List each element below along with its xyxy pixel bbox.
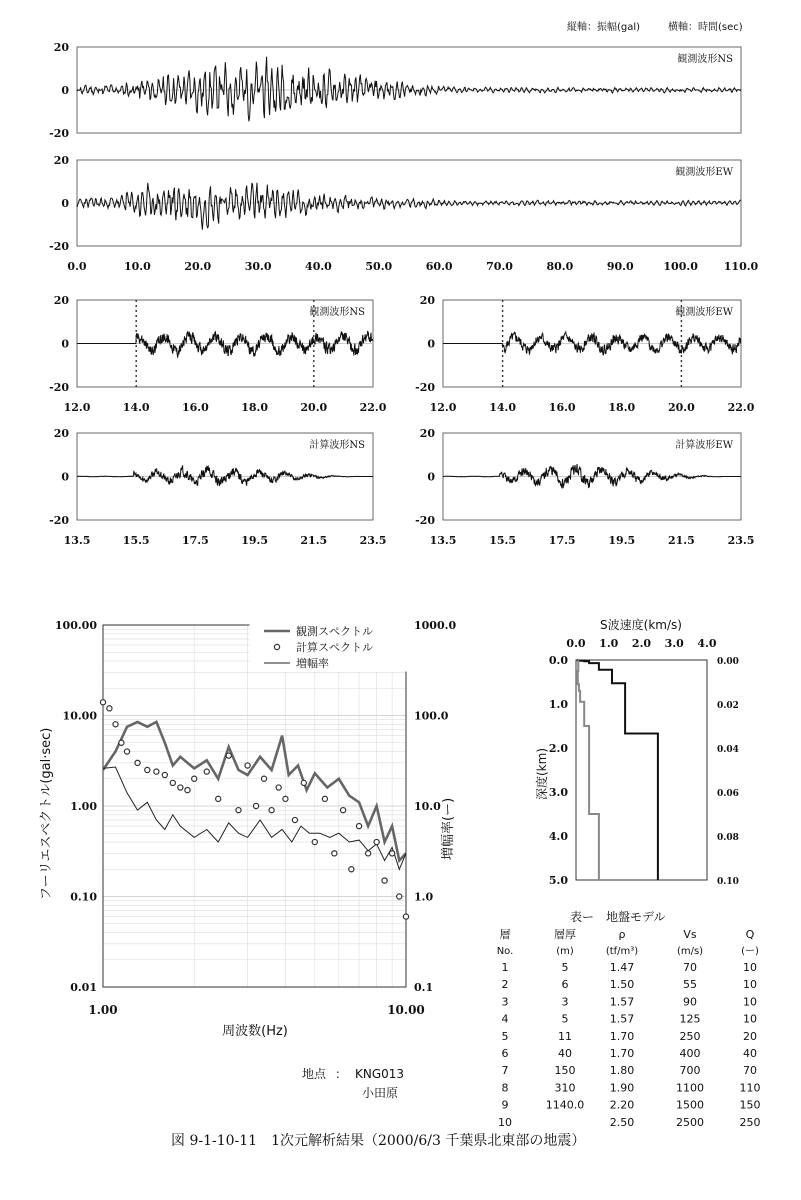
y-right-tick-label: 0.04 (717, 745, 739, 755)
calc-spectrum-point (382, 878, 387, 883)
x-tick-label: 20.0 (300, 401, 328, 414)
x-tick-label: 110.0 (723, 260, 759, 273)
panel-label: 観測波形EW (675, 167, 733, 178)
calc-spectrum-point (192, 776, 197, 781)
x-tick-label: 3.0 (664, 637, 684, 650)
x-tick-label: 20.0 (668, 401, 695, 414)
y-tick-label: 20 (53, 154, 69, 167)
calc-spectrum-point (340, 808, 345, 813)
waveform-series (77, 465, 373, 486)
table-header: Q (745, 928, 755, 941)
table-header: 層 (499, 928, 511, 941)
x-tick-label: 13.5 (63, 534, 91, 547)
site-code: KNG013 (355, 1067, 405, 1081)
table-cell: 1.57 (609, 995, 635, 1009)
table-subheader: (ー) (741, 946, 759, 957)
table-cell: 6 (561, 978, 569, 992)
table-cell: 5 (561, 1012, 569, 1026)
table-cell: 110 (739, 1081, 761, 1095)
legend-entry: 増幅率 (296, 657, 329, 670)
y-tick-label: -20 (49, 514, 69, 527)
y-left-tick-label: 1.0 (548, 698, 568, 711)
x-tick-label: 16.0 (182, 401, 209, 414)
x-tick-label: 0.0 (67, 260, 87, 273)
table-cell: 70 (683, 961, 697, 974)
table-header: 層厚 (554, 928, 576, 941)
y-tick-label: -20 (49, 240, 69, 253)
y-tick-label: -20 (415, 514, 435, 527)
table-header: ρ (618, 928, 626, 941)
y-left-tick-label: 1.00 (70, 800, 97, 813)
table-subheader: (m/s) (676, 946, 704, 957)
table-cell: 1.80 (609, 1064, 635, 1078)
y-right-tick-label: 100.0 (414, 709, 449, 723)
site-info (302, 1066, 404, 1100)
waveform-panel-0 (49, 41, 741, 140)
y-left-tick-label: 4.0 (548, 830, 568, 843)
y-right-tick-label: 1000.0 (414, 619, 457, 632)
waveform-charts (49, 41, 758, 547)
table-cell: 2500 (676, 1115, 704, 1129)
x-tick-label: 50.0 (365, 260, 393, 273)
table-cell: 20 (743, 1029, 757, 1043)
x-tick-label: 40.0 (305, 260, 332, 273)
panel-label: 計算波形NS (309, 440, 365, 451)
table-cell: 4 (501, 1012, 509, 1026)
calc-spectrum-point (245, 763, 250, 768)
calc-spectrum-point (145, 767, 150, 772)
calc-spectrum-point (269, 808, 274, 813)
table-cell: 1.70 (609, 1047, 635, 1060)
y-right-tick-label: 0.10 (717, 877, 739, 887)
y-right-tick-label: 0.02 (717, 701, 739, 711)
calc-spectrum-point (100, 700, 105, 705)
site-name: 小田原 (362, 1086, 399, 1100)
x-tick-label: 19.5 (241, 534, 268, 547)
waveform-panel-5 (415, 427, 754, 547)
table-header: Vs (683, 928, 697, 941)
y-tick-label: -20 (415, 381, 435, 394)
panel-label: 観測波形NS (309, 307, 365, 318)
series-amplification (103, 767, 406, 869)
waveform-panel-1 (49, 154, 758, 273)
table-cell: 2.20 (609, 1098, 635, 1112)
x-tick-label: 16.0 (548, 401, 576, 414)
table-cell: 2 (501, 978, 509, 992)
x-tick-label: 100.0 (663, 260, 698, 273)
x-tick-label: 10.0 (123, 260, 151, 273)
table-cell: 250 (739, 1115, 761, 1129)
ground-model-table (497, 909, 761, 1129)
y-tick-label: 0 (61, 470, 69, 484)
calc-spectrum-point (283, 796, 288, 801)
table-cell: 1500 (676, 1098, 704, 1112)
y-right-tick-label: 10.0 (414, 800, 441, 813)
chart-title: S波速度(km/s) (600, 618, 682, 632)
table-subheader: (m) (556, 946, 574, 957)
site-colon: ： (335, 1067, 348, 1081)
x-tick-label: 21.5 (300, 534, 328, 547)
table-cell: 1100 (676, 1081, 704, 1095)
calc-spectrum-point (178, 785, 183, 790)
calc-spectrum-point (204, 769, 209, 774)
x-tick-label: 14.0 (122, 401, 150, 414)
x-tick-label: 90.0 (606, 260, 634, 273)
x-tick-label: 1.0 (599, 637, 619, 650)
table-cell: 700 (679, 1064, 701, 1078)
table-subheader: No. (496, 946, 514, 957)
y-left-tick-label: 0.10 (70, 890, 97, 904)
calc-spectrum-point (226, 753, 231, 758)
calc-spectrum-point (124, 749, 129, 754)
x-tick-label: 23.5 (727, 534, 755, 547)
x-tick-label: 23.5 (359, 534, 387, 547)
x-tick-label: 14.0 (489, 401, 516, 414)
calc-spectrum-point (113, 722, 118, 727)
x-tick-label: 17.5 (182, 534, 209, 547)
table-cell: 10 (743, 961, 757, 974)
x-tick-label: 2.0 (631, 637, 652, 650)
table-cell: 40 (558, 1047, 572, 1060)
x-tick-label: 12.0 (63, 401, 91, 414)
calc-spectrum-point (135, 760, 140, 765)
calc-spectrum-point (154, 769, 159, 774)
x-tick-label: 22.0 (727, 401, 755, 414)
table-cell: 1.90 (609, 1081, 635, 1095)
y-tick-label: 0 (427, 337, 435, 351)
y-axis-label: 深度(km) (535, 747, 549, 800)
vs-profile-chart (534, 617, 739, 887)
x-tick-label: 21.5 (668, 534, 695, 547)
x-tick-label: 17.5 (548, 534, 576, 547)
table-cell: 1.70 (609, 1029, 635, 1043)
table-cell: 7 (501, 1064, 509, 1078)
y-right-tick-label: 0.08 (717, 833, 739, 843)
table-cell: 90 (683, 995, 697, 1009)
x-tick-label: 4.0 (697, 637, 717, 650)
calc-spectrum-point (119, 740, 124, 745)
x-tick-label: 20.0 (184, 260, 212, 273)
calc-spectrum-point (356, 823, 361, 828)
x-tick-label: 60.0 (425, 260, 453, 273)
x-tick-label: 70.0 (486, 260, 513, 273)
table-cell: 6 (501, 1047, 509, 1060)
table-cell: 10 (498, 1115, 512, 1129)
calc-spectrum-point (397, 894, 402, 899)
table-cell: 9 (501, 1098, 509, 1112)
calc-spectrum-point (276, 785, 281, 790)
table-cell: 150 (554, 1064, 576, 1078)
y-right-tick-label: 0.06 (717, 789, 739, 799)
table-cell: 3 (561, 995, 569, 1009)
table-cell: 11 (558, 1029, 572, 1043)
table-cell: 310 (554, 1081, 576, 1095)
table-subheader: (tf/m³) (605, 946, 639, 957)
x-tick-label: 18.0 (608, 401, 636, 414)
table-cell: 1.47 (609, 961, 635, 974)
y-tick-label: 20 (419, 294, 435, 307)
waveform-series (77, 183, 741, 230)
x-tick-label: 10.00 (387, 1003, 425, 1017)
y-tick-label: -20 (49, 381, 69, 394)
x-tick-label: 12.0 (429, 401, 457, 414)
calc-spectrum-point (312, 839, 317, 844)
y-tick-label: 20 (53, 41, 69, 54)
table-cell: 250 (679, 1029, 701, 1043)
y-right-tick-label: 0.00 (717, 657, 739, 667)
table-cell: 40 (743, 1047, 757, 1060)
calc-spectrum-point (236, 808, 241, 813)
table-cell: 55 (683, 978, 697, 992)
waveform-panel-4 (49, 427, 386, 547)
table-cell: 3 (501, 995, 509, 1009)
plot-area (576, 660, 707, 880)
table-cell: 70 (743, 1064, 757, 1078)
waveform-series (77, 57, 741, 122)
x-tick-label: 22.0 (359, 401, 387, 414)
legend-entry: 計算スペクトル (296, 641, 373, 654)
table-cell: 10 (743, 995, 757, 1009)
table-cell: 1.50 (609, 978, 635, 992)
calc-spectrum-point (216, 796, 221, 801)
panel-label: 観測波形NS (677, 54, 733, 65)
table-cell: 125 (679, 1012, 701, 1026)
y-tick-label: 0 (61, 197, 69, 210)
table-title: 表ー 地盤モデル (570, 910, 666, 924)
y-left-tick-label: 100.00 (54, 619, 97, 632)
legend-swatch-calc (274, 644, 279, 649)
table-cell: 1.57 (609, 1012, 635, 1026)
legend-entry: 観測スペクトル (296, 625, 373, 638)
calc-spectrum-point (253, 803, 258, 808)
calc-spectrum-point (301, 780, 306, 785)
axis-note-x: 横軸：時間(sec) (668, 22, 743, 33)
calc-spectrum-point (185, 787, 190, 792)
x-axis-label: 周波数(Hz) (222, 1024, 288, 1039)
calc-spectrum-point (403, 914, 408, 919)
legend (250, 623, 406, 671)
x-tick-label: 15.5 (489, 534, 516, 547)
y-right-tick-label: 0.1 (414, 981, 434, 994)
y-tick-label: 20 (53, 427, 69, 440)
calc-spectrum-point (390, 851, 395, 856)
series-vs-shallow-profile (578, 660, 599, 880)
table-cell: 400 (679, 1047, 701, 1060)
calc-spectrum-point (374, 839, 379, 844)
calc-spectrum-point (332, 851, 337, 856)
table-cell: 1 (501, 961, 509, 974)
table-cell: 10 (743, 978, 757, 992)
x-tick-label: 1.00 (88, 1003, 118, 1017)
y-left-tick-label: 10.00 (62, 709, 97, 723)
x-tick-label: 13.5 (429, 534, 457, 547)
table-cell: 150 (739, 1098, 761, 1112)
y-left-tick-label: 5.0 (548, 874, 568, 887)
y-tick-label: -20 (49, 127, 69, 140)
calc-spectrum-point (170, 780, 175, 785)
calc-spectrum-point (366, 851, 371, 856)
y-right-tick-label: 1.0 (414, 890, 434, 904)
table-cell: 1140.0 (545, 1098, 585, 1112)
axis-note-y: 縦軸：振幅(gal) (567, 22, 641, 33)
calc-spectrum-point (261, 776, 266, 781)
x-tick-label: 30.0 (244, 260, 272, 273)
waveform-panel-3 (415, 294, 755, 414)
table-cell: 8 (501, 1081, 509, 1095)
x-tick-label: 0.0 (566, 637, 586, 650)
calc-spectrum-point (349, 867, 354, 872)
y-left-tick-label: 0.0 (548, 654, 568, 667)
y-tick-label: 20 (53, 294, 69, 307)
table-cell: 5 (561, 961, 569, 974)
table-cell: 5 (501, 1029, 509, 1043)
y-tick-label: 20 (419, 427, 435, 440)
y-left-tick-label: 3.0 (548, 786, 568, 799)
calc-spectrum-point (292, 817, 297, 822)
calc-spectrum-point (107, 706, 112, 711)
site-label: 地点 (302, 1067, 327, 1081)
table-cell: 2.50 (609, 1115, 635, 1129)
y-right-axis-label: 増幅率(ー) (441, 797, 456, 860)
y-left-tick-label: 0.01 (70, 981, 97, 994)
y-tick-label: 0 (427, 470, 435, 484)
waveform-panel-2 (49, 294, 387, 414)
table-cell: 10 (743, 1012, 757, 1026)
calc-spectrum-point (322, 796, 327, 801)
x-tick-label: 80.0 (546, 260, 574, 273)
figure-caption: 図 9-1-10-11 1次元解析結果（2000/6/3 千葉県北東部の地震） (171, 1133, 586, 1149)
x-tick-label: 15.5 (122, 534, 150, 547)
fourier-spectrum-chart (39, 619, 456, 1039)
y-left-axis-label: フーリエスペクトル(gal·sec) (39, 727, 54, 900)
x-tick-label: 19.5 (608, 534, 636, 547)
y-tick-label: 0 (61, 337, 69, 351)
panel-label: 観測波形EW (675, 307, 733, 318)
panel-label: 計算波形EW (675, 440, 733, 451)
y-tick-label: 0 (61, 84, 69, 97)
x-tick-label: 18.0 (241, 401, 268, 414)
y-left-tick-label: 2.0 (548, 742, 568, 755)
calc-spectrum-point (162, 772, 167, 777)
